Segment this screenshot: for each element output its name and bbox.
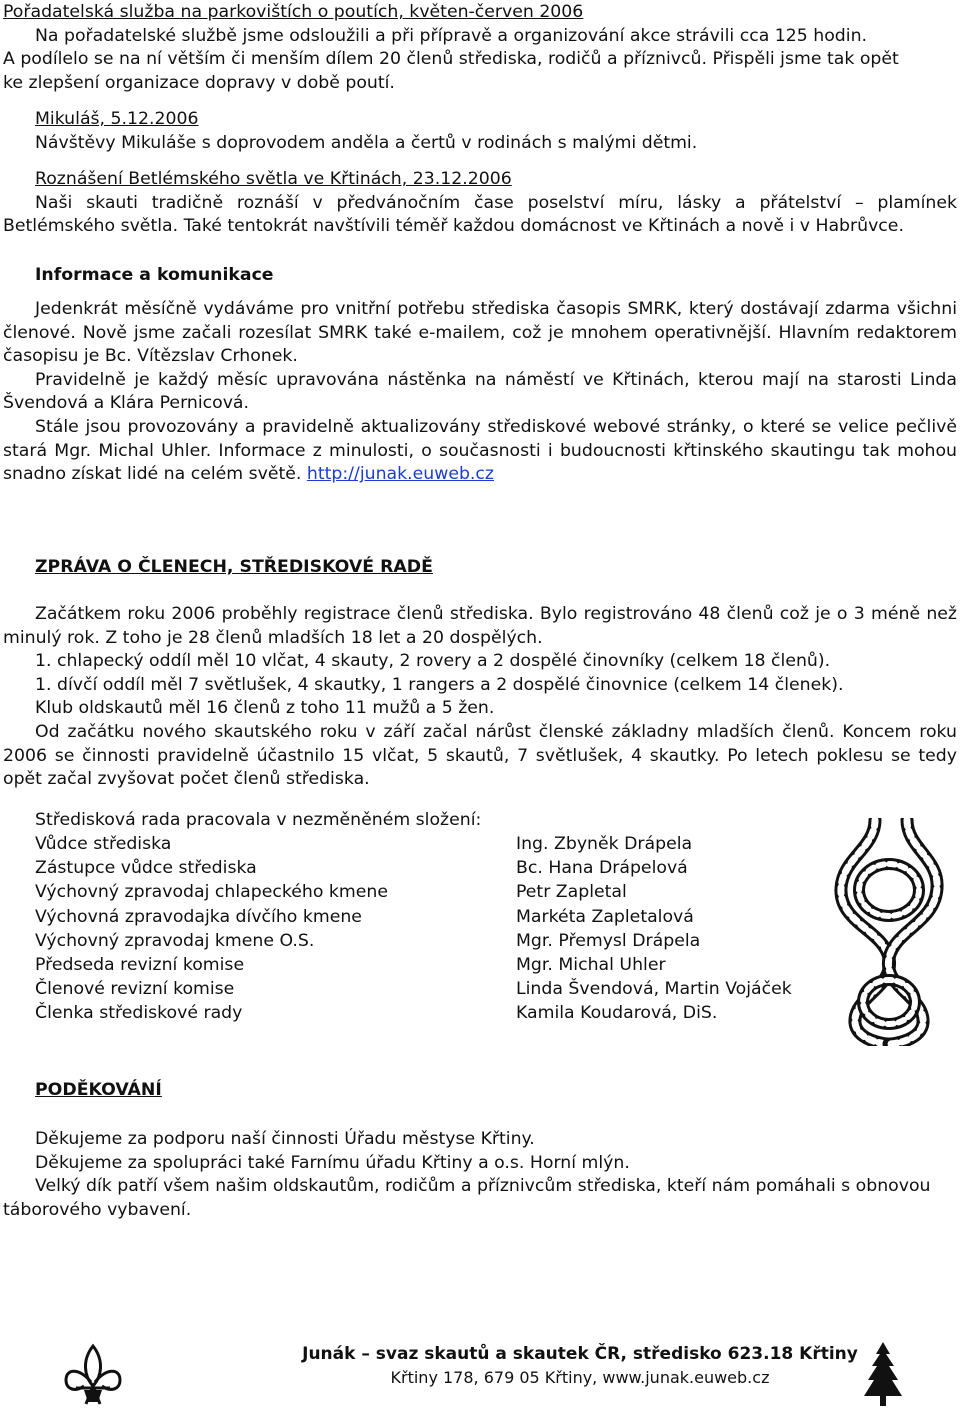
council-role: Členka střediskové rady <box>35 1003 243 1024</box>
info-body <box>3 298 957 487</box>
council-name: Markéta Zapletalová <box>516 906 694 927</box>
members-paragraph-2: Od začátku nového skautského roku v září začal nárůst členské základny mladších členů. Koncem roku 2006 se činnosti pravidelně účastnilo 15 vlčat, 5 skautů, 7 světlušek, 4 skautky. Po letech poklesu se tedy opět začal zvyšovat počet členů střediska. <box>3 721 957 790</box>
parking-line-2: A podílelo se na ní větším či menším dílem 20 členů střediska, rodičů a příznivců. Přispěli jsme tak opět <box>3 49 899 70</box>
info-paragraph-2: Pravidelně je každý měsíc upravována nástěnka na náměstí ve Křtinách, kterou mají na starosti Linda Švendová a Klára Pernicová. <box>3 369 957 414</box>
members-oldscouts: Klub oldskautů měl 16 členů z toho 11 mužů a 5 žen. <box>35 698 495 719</box>
info-paragraph-3 <box>3 416 957 487</box>
footer-organization: Junák – svaz skautů a skautek ČR, středisko 623.18 Křtiny <box>302 1344 858 1364</box>
info-paragraph-3-text: Stále jsou provozovány a pravidelně aktualizovány střediskové webové stránky, o které se velice pečlivě stará Mgr. Michal Uhler. Informace z minulosti, o současnosti i budoucnosti křtinského skautingu tak mohou snadno získat lidé na celém světě. <box>3 416 957 485</box>
betlem-title: Roznášení Betlémského světla ve Křtinách, 23.12.2006 <box>35 169 512 189</box>
members-boys-troop: 1. chlapecký oddíl měl 10 vlčat, 4 skauty, 2 rovery a 2 dospělé činovníky (celkem 18 členů). <box>35 651 831 672</box>
members-body <box>3 603 957 792</box>
council-name: Mgr. Michal Uhler <box>516 954 666 975</box>
members-paragraph-1: Začátkem roku 2006 proběhly registrace členů střediska. Bylo registrováno 48 členů což je o 3 méně než minulý rok. Z toho je 28 členů mladších 18 let a 20 dospělých. <box>3 604 957 648</box>
council-role: Předseda revizní komise <box>35 954 245 975</box>
council-name: Kamila Koudarová, DiS. <box>516 1003 718 1024</box>
section-mikulas <box>3 108 957 155</box>
betlem-text: Naši skauti tradičně roznáší v předvánočním čase poselství míru, lásky a přátelství – plamínek Betlémského světla. Také tentokrát navštívili téměř každou domácnost ve Křtinách a nově i v Habrůvce. <box>3 192 957 237</box>
website-link[interactable]: http://junak.euweb.cz <box>306 464 494 485</box>
council-role: Členové revizní komise <box>35 979 235 1000</box>
members-girls-troop: 1. dívčí oddíl měl 7 světlušek, 4 skautky, 1 rangers a 2 dospělé činovnice (celkem 14 členek). <box>35 674 844 695</box>
thanks-line-1: Děkujeme za podporu naší činnosti Úřadu městyse Křtiny. <box>35 1129 535 1149</box>
section-members <box>3 556 957 580</box>
members-heading: ZPRÁVA O ČLENECH, STŘEDISKOVÉ RADĚ <box>35 557 433 577</box>
info-heading: Informace a komunikace <box>35 265 274 285</box>
mikulas-title: Mikuláš, 5.12.2006 <box>35 109 199 129</box>
mikulas-text: Návštěvy Mikuláše s doprovodem anděla a čertů v rodinách s malými dětmi. <box>35 132 698 153</box>
council-name: Bc. Hana Drápelová <box>516 858 688 879</box>
thanks-heading: PODĚKOVÁNÍ <box>35 1080 162 1100</box>
footer-address: Křtiny 178, 679 05 Křtiny, www.junak.euweb.cz <box>390 1368 770 1387</box>
parking-title: Pořadatelská služba na parkovištích o poutích, květen-červen 2006 <box>3 2 584 22</box>
council-role: Zástupce vůdce střediska <box>35 858 257 879</box>
council-name: Petr Zapletal <box>516 882 627 903</box>
info-paragraph-1: Jedenkrát měsíčně vydáváme pro vnitřní potřebu střediska časopis SMRK, který dostávají zdarma všichni členové. Nově jsme začali rozesílat SMRK také e-mailem, což je mnohem operativnější. Hlavním redaktorem časopisu je Bc. Vítězslav Crhonek. <box>3 299 957 367</box>
spruce-tree-icon <box>862 1340 904 1408</box>
council-role: Výchovná zpravodajka dívčího kmene <box>35 906 362 927</box>
thanks-line-2: Děkujeme za spolupráci také Farnímu úřadu Křtiny a o.s. Horní mlýn. <box>35 1152 630 1173</box>
section-parking <box>3 1 957 95</box>
council-intro: Středisková rada pracovala v nezměněném složení: <box>35 810 482 830</box>
council-name: Linda Švendová, Martin Vojáček <box>516 979 792 1000</box>
council-intro-block <box>3 809 957 833</box>
thanks-body <box>3 1128 957 1222</box>
parking-line-3: ke zlepšení organizace dopravy v době poutí. <box>3 72 395 93</box>
council-role: Výchovný zpravodaj chlapeckého kmene <box>35 882 388 903</box>
council-role: Výchovný zpravodaj kmene O.S. <box>35 930 315 951</box>
parking-line-1: Na pořadatelské službě jsme odsloužili a při přípravě a organizování akce strávili cca 125 hodin. <box>35 25 868 46</box>
page-footer <box>0 1340 960 1410</box>
council-table <box>3 832 957 1032</box>
council-role: Vůdce střediska <box>35 834 172 854</box>
council-name: Ing. Zbyněk Drápela <box>516 834 693 854</box>
rope-knot-illustration <box>823 818 955 1046</box>
thanks-line-3: Velký dík patří všem našim oldskautům, rodičům a příznivcům střediska, kteří nám pomáhali s obnovou táborového vybavení. <box>3 1176 931 1220</box>
section-info <box>3 264 957 288</box>
section-thanks <box>3 1079 957 1103</box>
section-betlem <box>3 168 957 239</box>
council-name: Mgr. Přemysl Drápela <box>516 930 701 951</box>
